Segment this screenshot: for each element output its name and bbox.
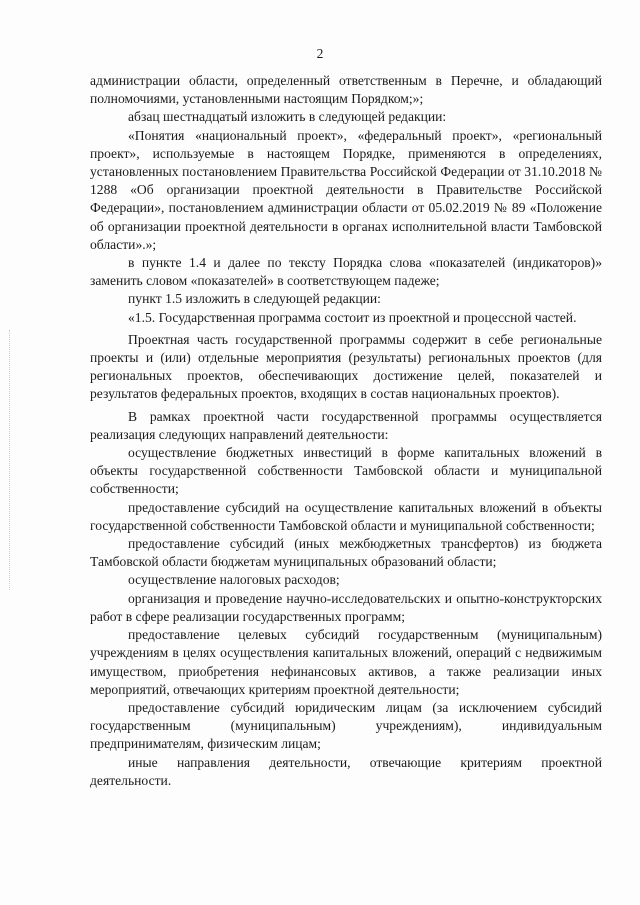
- paragraph: пункт 1.5 изложить в следующей редакции:: [128, 291, 381, 307]
- paragraph: администрации области, определенный ответственным в Перечне, и обладающий полномочиями, установленными настоящим Порядком;»;: [90, 73, 602, 107]
- document-body: [90, 72, 602, 790]
- list-item: осуществление бюджетных инвестиций в форме капитальных вложений в объекты государственной собственности Тамбовской области и муниципальной собственности;: [90, 445, 602, 497]
- list-item: предоставление субсидий (иных межбюджетных трансфертов) из бюджета Тамбовской области бюджетам муниципальных образований области;: [90, 536, 602, 570]
- scan-margin-marks: [9, 330, 13, 590]
- paragraph: «1.5. Государственная программа состоит из проектной и процессной частей.: [128, 309, 577, 325]
- list-item: предоставление субсидий юридическим лицам (за исключением субсидий государственным (муниципальным) учреждениям), индивидуальным предпринимателям, физическим лицам;: [90, 699, 602, 752]
- paragraph: В рамках проектной части государственной программы осуществляется реализация следующих направлений деятельности:: [90, 408, 602, 442]
- list-item: иные направления деятельности, отвечающие критериям проектной деятельности.: [90, 754, 602, 788]
- list-item: осуществление налоговых расходов;: [128, 572, 340, 588]
- paragraph: в пункте 1.4 и далее по тексту Порядка слова «показателей (индикаторов)» заменить словом «показателей» в соответствующем падеже;: [90, 255, 602, 289]
- paragraph: «Понятия «национальный проект», «федеральный проект», «региональный проект», используемые в настоящем Порядке, применяются в определениях, установленных постановлением Правительства Российской Федерации от 31.10.2018 № 1288 «Об организации проектной деятельности в Правительстве Российской Федерации», постановлением администрации области от 05.02.2019 № 89 «Положение об организации проектной деятельности в органах исполнительной власти Тамбовской области».»;: [90, 127, 602, 252]
- page-number: 2: [316, 46, 324, 61]
- list-item: организация и проведение научно-исследовательских и опытно-конструкторских работ в сфере реализации государственных программ;: [90, 590, 602, 624]
- list-item: предоставление субсидий на осуществление капитальных вложений в объекты государственной собственности Тамбовской области и муниципальной собственности;: [90, 499, 602, 533]
- paragraph: абзац шестнадцатый изложить в следующей редакции:: [128, 109, 447, 125]
- paragraph: Проектная часть государственной программы содержит в себе региональные проекты и (или) отдельные мероприятия (результаты) региональных проектов (для региональных проектов, обеспечивающих достижение целей, показателей и результатов федеральных проектов, входящих в состав национальных проектов).: [90, 331, 602, 402]
- list-item: предоставление целевых субсидий государственным (муниципальным) учреждениям в целях осуществления капитальных вложений, операций с недвижимым имуществом, приобретения нефинансовых активов, а также реализации иных мероприятий, отвечающих критериям проектной деятельности;: [90, 627, 602, 697]
